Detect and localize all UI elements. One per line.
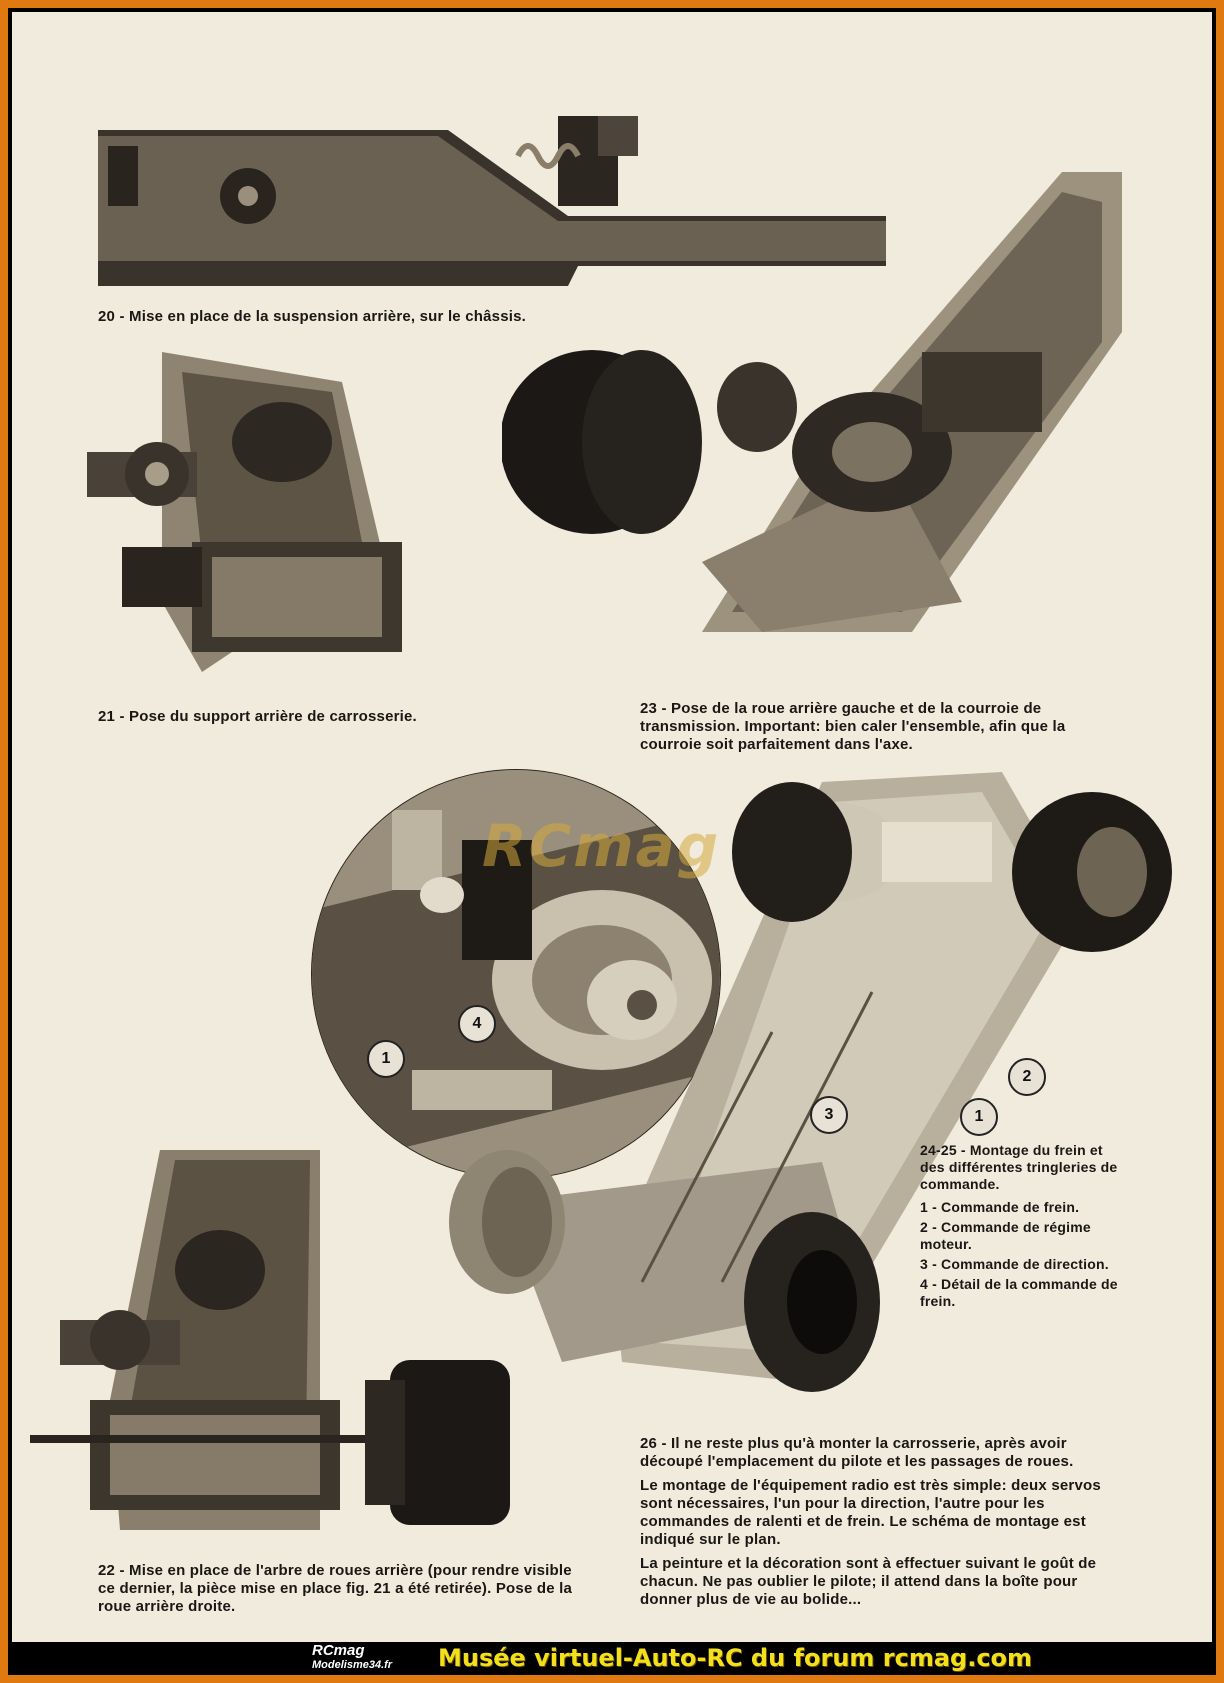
caption-fig21: 21 - Pose du support arrière de carrosserie. bbox=[98, 708, 417, 725]
photo-fig21-body-support bbox=[82, 352, 432, 684]
footer-logo[interactable] bbox=[312, 1644, 392, 1672]
legend-item-2: 2 - Commande de régime moteur. bbox=[920, 1219, 1091, 1252]
caption-fig26 bbox=[640, 1435, 1124, 1615]
legend-list bbox=[920, 1199, 1125, 1310]
photo-fig22-rear-axle bbox=[30, 1150, 530, 1530]
footer-link[interactable]: Musée virtuel-Auto-RC du forum rcmag.com bbox=[438, 1644, 1033, 1672]
photo-fig23-left-wheel-belt bbox=[502, 172, 1124, 632]
legend-item-3: 3 - Commande de direction. bbox=[920, 1256, 1109, 1272]
callout-chassis-2: 2 bbox=[1008, 1058, 1046, 1096]
footer-logo-sub: Modelisme34.fr bbox=[312, 1659, 393, 1671]
watermark-logo: RCmag bbox=[482, 812, 721, 880]
callout-circle-4: 4 bbox=[458, 1005, 496, 1043]
callout-circle-1: 1 bbox=[367, 1040, 405, 1078]
legend-item-1: 1 - Commande de frein. bbox=[920, 1199, 1080, 1215]
caption-fig26-para-3: La peinture et la décoration sont à effectuer suivant le goût de chacun. Ne pas oublier le pilote; il attend dans la boîte pour donner plus de vie au bolide... bbox=[640, 1555, 1097, 1608]
caption-fig22: 22 - Mise en place de l'arbre de roues arrière (pour rendre visible ce dernier, la pièce mise en place fig. 21 a été retirée). Pose de la roue arrière droite. bbox=[98, 1562, 573, 1615]
caption-fig24-25-title: 24-25 - Montage du frein et des différentes tringleries de commande. bbox=[920, 1142, 1118, 1192]
caption-fig24-25 bbox=[920, 1142, 1125, 1313]
footer-bar bbox=[12, 1642, 1212, 1675]
caption-fig23: 23 - Pose de la roue arrière gauche et de la courroie de transmission. Important: bien caler l'ensemble, afin que la courroie soit parfaitement dans l'axe. bbox=[640, 700, 1066, 753]
caption-fig26-para-1: 26 - Il ne reste plus qu'à monter la carrosserie, après avoir découpé l'emplacement du pilote et les passages de roues. bbox=[640, 1435, 1074, 1470]
callout-chassis-3: 3 bbox=[810, 1096, 848, 1134]
caption-fig26-para-2: Le montage de l'équipement radio est très simple: deux servos sont nécessaires, l'un pour la direction, l'autre pour les commandes de ralenti et de frein. Le schéma de montage est indiqué sur le plan. bbox=[640, 1477, 1101, 1548]
callout-chassis-1: 1 bbox=[960, 1098, 998, 1136]
magazine-page bbox=[12, 12, 1212, 1642]
footer-logo-top: RCmag bbox=[312, 1642, 365, 1659]
caption-fig20: 20 - Mise en place de la suspension arrière, sur le châssis. bbox=[98, 308, 527, 325]
legend-item-4: 4 - Détail de la commande de frein. bbox=[920, 1276, 1118, 1309]
